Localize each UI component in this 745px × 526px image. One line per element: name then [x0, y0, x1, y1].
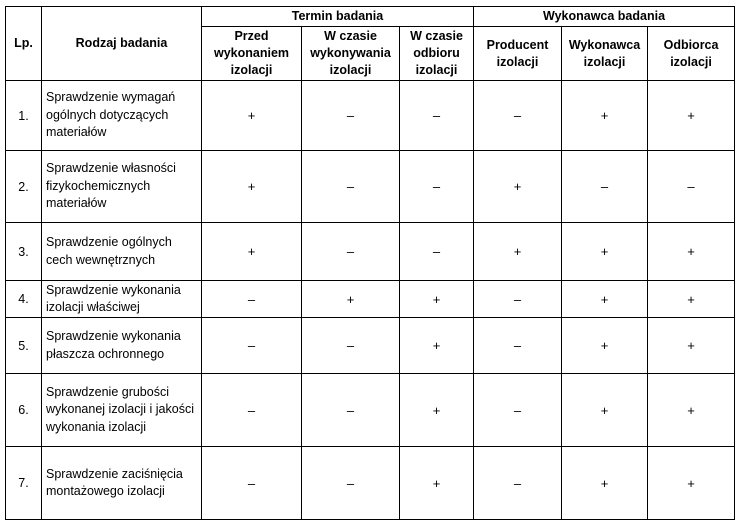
table-row [6, 318, 735, 374]
mark-cell: – [474, 447, 562, 520]
row-number: 3. [6, 223, 42, 281]
header-acceptance: W czasie odbioru izolacji [400, 27, 474, 81]
mark-cell: – [648, 151, 735, 223]
mark-cell: – [474, 81, 562, 151]
test-name: Sprawdzenie wykonania płaszcza ochronnego [42, 318, 202, 374]
mark-cell: – [562, 151, 648, 223]
test-name: Sprawdzenie własności fizykochemicznych materiałów [42, 151, 202, 223]
mark-cell: + [648, 318, 735, 374]
mark-cell: + [302, 281, 400, 318]
mark-cell: – [302, 81, 400, 151]
mark-cell: – [474, 374, 562, 447]
table-row [6, 151, 735, 223]
mark-cell: – [202, 281, 302, 318]
mark-cell: + [400, 318, 474, 374]
mark-cell: + [202, 151, 302, 223]
row-number: 7. [6, 447, 42, 520]
test-name: Sprawdzenie wymagań ogólnych dotyczących materiałów [42, 81, 202, 151]
mark-cell: – [474, 318, 562, 374]
test-schedule-table [5, 6, 735, 520]
header-contractor: Wykonawca izolacji [562, 27, 648, 81]
mark-cell: – [202, 374, 302, 447]
test-name: Sprawdzenie zaciśnięcia montażowego izolacji [42, 447, 202, 520]
mark-cell: – [474, 281, 562, 318]
header-group-term: Termin badania [202, 7, 474, 27]
mark-cell: + [202, 223, 302, 281]
mark-cell: – [302, 223, 400, 281]
mark-cell: – [400, 151, 474, 223]
header-lp: Lp. [6, 7, 42, 81]
mark-cell: – [302, 151, 400, 223]
mark-cell: – [202, 447, 302, 520]
table-row [6, 447, 735, 520]
mark-cell: – [302, 318, 400, 374]
header-recipient: Odbiorca izolacji [648, 27, 735, 81]
mark-cell: – [400, 223, 474, 281]
header-producer: Producent izolacji [474, 27, 562, 81]
test-name: Sprawdzenie grubości wykonanej izolacji i jakości wykonania izolacji [42, 374, 202, 447]
mark-cell: + [474, 223, 562, 281]
mark-cell: + [648, 447, 735, 520]
header-during: W czasie wykonywania izolacji [302, 27, 400, 81]
mark-cell: – [302, 447, 400, 520]
mark-cell: – [202, 318, 302, 374]
row-number: 4. [6, 281, 42, 318]
mark-cell: + [562, 223, 648, 281]
mark-cell: + [474, 151, 562, 223]
mark-cell: + [648, 81, 735, 151]
mark-cell: + [202, 81, 302, 151]
row-number: 2. [6, 151, 42, 223]
mark-cell: + [562, 318, 648, 374]
mark-cell: + [648, 281, 735, 318]
test-name: Sprawdzenie wykonania izolacji właściwej [42, 281, 202, 318]
table-row [6, 374, 735, 447]
mark-cell: + [648, 374, 735, 447]
row-number: 1. [6, 81, 42, 151]
mark-cell: – [302, 374, 400, 447]
row-number: 5. [6, 318, 42, 374]
mark-cell: + [562, 374, 648, 447]
mark-cell: + [648, 223, 735, 281]
header-before: Przed wykonaniem izolacji [202, 27, 302, 81]
mark-cell: + [562, 281, 648, 318]
mark-cell: + [400, 374, 474, 447]
header-group-executor: Wykonawca badania [474, 7, 735, 27]
row-number: 6. [6, 374, 42, 447]
mark-cell: + [562, 81, 648, 151]
table-row [6, 223, 735, 281]
header-test-type: Rodzaj badania [42, 7, 202, 81]
test-name: Sprawdzenie ogólnych cech wewnętrznych [42, 223, 202, 281]
mark-cell: – [400, 81, 474, 151]
mark-cell: + [562, 447, 648, 520]
mark-cell: + [400, 281, 474, 318]
table-row [6, 281, 735, 318]
mark-cell: + [400, 447, 474, 520]
table-body [6, 81, 735, 520]
table-row [6, 81, 735, 151]
